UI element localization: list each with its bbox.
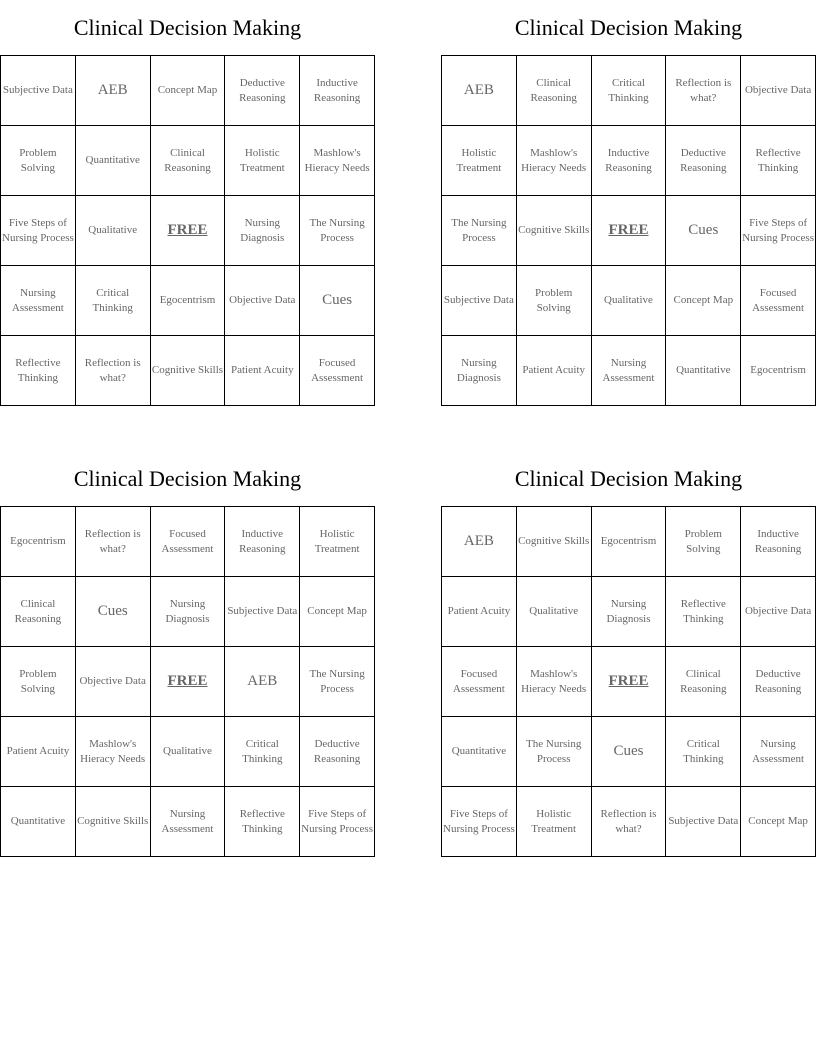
bingo-card-1 [0,0,375,406]
bingo-cell: Objective Data [741,56,816,126]
bingo-cell: Focused Assessment [151,507,226,577]
bingo-cell: Quantitative [442,717,517,787]
bingo-cell: Subjective Data [225,577,300,647]
bingo-cell: Patient Acuity [1,717,76,787]
bingo-cell: Cognitive Skills [151,336,226,406]
bingo-cell: Problem Solving [1,647,76,717]
bingo-cell: Egocentrism [151,266,226,336]
bingo-cell: Patient Acuity [517,336,592,406]
bingo-cell: Nursing Assessment [1,266,76,336]
bingo-cell: Five Steps of Nursing Process [741,196,816,266]
bingo-cell: Five Steps of Nursing Process [1,196,76,266]
free-space: FREE [151,647,226,717]
bingo-cell: Focused Assessment [442,647,517,717]
bingo-cell: Qualitative [151,717,226,787]
bingo-cell: The Nursing Process [300,196,375,266]
bingo-cell: Objective Data [76,647,151,717]
bingo-cell: Qualitative [76,196,151,266]
bingo-grid [0,55,375,406]
bingo-card-4 [441,451,816,857]
bingo-cell: Critical Thinking [76,266,151,336]
bingo-cell: Subjective Data [666,787,741,857]
bingo-cell: Reflective Thinking [225,787,300,857]
bingo-cell: Nursing Diagnosis [592,577,667,647]
bingo-cell: Concept Map [151,56,226,126]
free-space: FREE [151,196,226,266]
bingo-cell: Holistic Treatment [225,126,300,196]
bingo-cell: Patient Acuity [442,577,517,647]
bingo-cell: Quantitative [666,336,741,406]
bingo-cell: Objective Data [741,577,816,647]
bingo-cell: Cues [76,577,151,647]
bingo-cell: The Nursing Process [442,196,517,266]
card-title: Clinical Decision Making [73,15,302,40]
bingo-cell: Nursing Assessment [151,787,226,857]
bingo-cell: Patient Acuity [225,336,300,406]
bingo-cell: Concept Map [300,577,375,647]
bingo-cell: Quantitative [76,126,151,196]
bingo-cell: Nursing Assessment [741,717,816,787]
bingo-cell: Reflection is what? [76,507,151,577]
bingo-cell: Reflection is what? [76,336,151,406]
bingo-cell: Reflective Thinking [741,126,816,196]
bingo-cell: Cues [592,717,667,787]
bingo-cell: Nursing Diagnosis [151,577,226,647]
bingo-cell: AEB [442,507,517,577]
bingo-cell: Quantitative [1,787,76,857]
bingo-cell: The Nursing Process [517,717,592,787]
bingo-cell: Reflection is what? [666,56,741,126]
bingo-cell: Deductive Reasoning [300,717,375,787]
bingo-grid [0,506,375,857]
bingo-cell: Cues [666,196,741,266]
bingo-cell: Qualitative [517,577,592,647]
bingo-card-2 [441,0,816,406]
bingo-cell: Clinical Reasoning [517,56,592,126]
bingo-cell: Problem Solving [517,266,592,336]
bingo-cell: Subjective Data [1,56,76,126]
bingo-cell: The Nursing Process [300,647,375,717]
bingo-cell: Holistic Treatment [517,787,592,857]
bingo-cell: AEB [225,647,300,717]
bingo-cell: Cognitive Skills [517,196,592,266]
bingo-grid [441,506,816,857]
bingo-cell: Mashlow's Hieracy Needs [300,126,375,196]
bingo-cell: Critical Thinking [225,717,300,787]
bingo-cell: Inductive Reasoning [225,507,300,577]
bingo-cell: Cues [300,266,375,336]
bingo-cell: Five Steps of Nursing Process [300,787,375,857]
bingo-cell: Nursing Diagnosis [442,336,517,406]
bingo-cell: Inductive Reasoning [592,126,667,196]
bingo-cell: Concept Map [741,787,816,857]
bingo-cell: Reflective Thinking [1,336,76,406]
bingo-cell: Critical Thinking [666,717,741,787]
bingo-cell: AEB [442,56,517,126]
bingo-cell: Mashlow's Hieracy Needs [76,717,151,787]
card-title: Clinical Decision Making [514,466,743,491]
bingo-card-3 [0,451,375,857]
bingo-cell: Deductive Reasoning [225,56,300,126]
bingo-cell: Inductive Reasoning [741,507,816,577]
bingo-cell: AEB [76,56,151,126]
free-space: FREE [592,196,667,266]
bingo-cell: Holistic Treatment [442,126,517,196]
bingo-cell: Subjective Data [442,266,517,336]
bingo-cell: Deductive Reasoning [741,647,816,717]
bingo-cell: Critical Thinking [592,56,667,126]
bingo-cell: Cognitive Skills [76,787,151,857]
bingo-cell: Five Steps of Nursing Process [442,787,517,857]
bingo-cell: Clinical Reasoning [666,647,741,717]
bingo-cell: Cognitive Skills [517,507,592,577]
bingo-cell: Clinical Reasoning [1,577,76,647]
bingo-cell: Focused Assessment [300,336,375,406]
bingo-cell: Reflection is what? [592,787,667,857]
bingo-cell: Objective Data [225,266,300,336]
bingo-grid [441,55,816,406]
bingo-cell: Egocentrism [741,336,816,406]
bingo-cell: Deductive Reasoning [666,126,741,196]
bingo-cell: Clinical Reasoning [151,126,226,196]
bingo-cell: Problem Solving [1,126,76,196]
bingo-cell: Mashlow's Hieracy Needs [517,126,592,196]
bingo-cell: Qualitative [592,266,667,336]
bingo-cell: Mashlow's Hieracy Needs [517,647,592,717]
bingo-cell: Nursing Diagnosis [225,196,300,266]
bingo-cell: Concept Map [666,266,741,336]
card-title: Clinical Decision Making [73,466,302,491]
free-space: FREE [592,647,667,717]
bingo-cell: Holistic Treatment [300,507,375,577]
bingo-cell: Nursing Assessment [592,336,667,406]
bingo-cell: Inductive Reasoning [300,56,375,126]
bingo-cell: Focused Assessment [741,266,816,336]
card-title: Clinical Decision Making [514,15,743,40]
bingo-cell: Reflective Thinking [666,577,741,647]
bingo-cell: Egocentrism [592,507,667,577]
bingo-cell: Problem Solving [666,507,741,577]
bingo-cell: Egocentrism [1,507,76,577]
